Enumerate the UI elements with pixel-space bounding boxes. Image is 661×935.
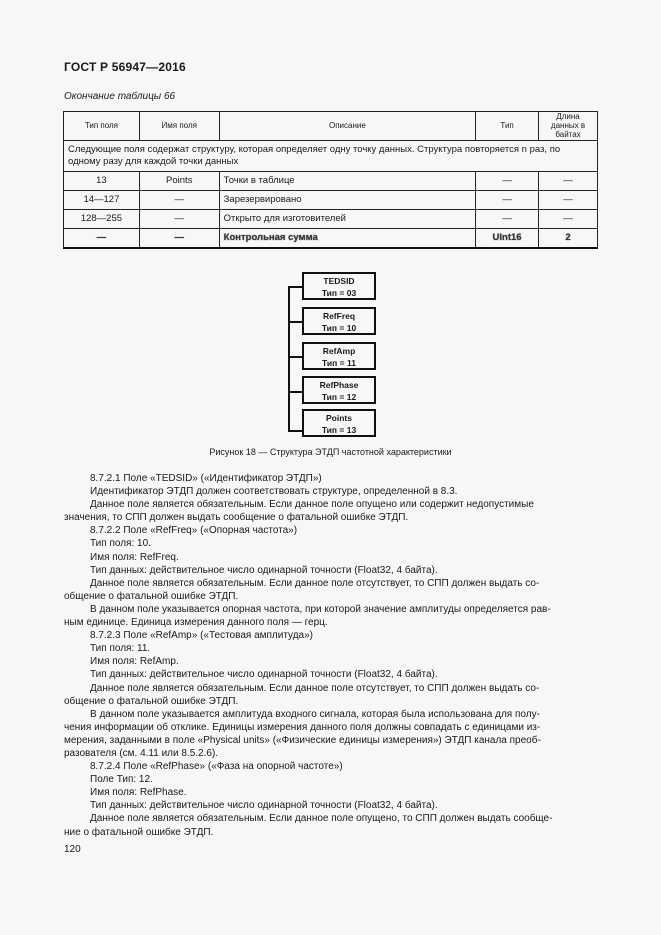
info-cell: Следующие поля содержат структуру, которая определяет одну точку данных. Структура повторяется n раз, по одному разу для каждой точки данных [64, 140, 598, 171]
box-type: Тип = 11 [322, 358, 356, 368]
paragraph: разователя (см. 4.11 или 8.5.2.6). [64, 747, 219, 759]
paragraph: мерения, заданными в поле «Physical units» («Физические единицы измерения») ЭТДП канала преоб- [64, 734, 541, 746]
section-heading: 8.7.2.2 Поле «RefFreq» («Опорная частота») [90, 525, 298, 537]
table-header-row [64, 112, 598, 141]
paragraph: чения информации об отклике. Единицы измерения данного поля должны совпадать с единицами из- [64, 721, 541, 733]
cell-desc: Точки в таблице [219, 171, 475, 190]
paragraph: Имя поля: RefFreq. [90, 551, 179, 563]
cell-len: — [539, 171, 598, 190]
table-row [64, 171, 598, 190]
paragraph: Тип данных: действительное число одинарной точности (Float32, 4 байта). [90, 564, 438, 576]
section-heading: 8.7.2.4 Поле «RefPhase» («Фаза на опорной частоте») [90, 761, 343, 773]
box-name: RefFreq [322, 311, 356, 321]
table-row [64, 190, 598, 209]
col-header-len: Длина данных в байтах [539, 112, 598, 141]
paragraph: ние о фатальной ошибке ЭТДП. [64, 826, 214, 838]
document-header: ГОСТ Р 56947—2016 [64, 60, 186, 74]
table-row [64, 228, 598, 248]
paragraph: Идентификатор ЭТДП должен соответствовать структуре, определенной в 8.3. [90, 486, 458, 498]
cell-type: 14—127 [64, 190, 140, 209]
paragraph: Имя поля: RefAmp. [90, 656, 179, 668]
table-row [64, 209, 598, 228]
box-type: Тип = 10 [321, 323, 357, 333]
cell-desc: Зарезервировано [219, 190, 475, 209]
paragraph: Тип данных: действительное число одинарной точности (Float32, 4 байта). [90, 669, 438, 681]
paragraph: Данное поле является обязательным. Если данное поле отсутствует, то СПП должен выдать со- [90, 577, 540, 589]
body-text [64, 472, 598, 839]
box-name: TEDSID [323, 276, 355, 286]
paragraph: Тип данных: действительное число одинарной точности (Float32, 4 байта). [90, 800, 438, 812]
section-heading: 8.7.2.3 Поле «RefAmp» («Тестовая амплитуда») [90, 630, 313, 642]
cell-name: — [139, 190, 219, 209]
diagram-box-refamp [302, 342, 376, 370]
diagram-box-refphase [302, 376, 376, 404]
cell-dtype: — [476, 190, 539, 209]
paragraph: Тип поля: 11. [90, 643, 151, 655]
paragraph: Тип поля: 10. [90, 538, 151, 550]
paragraph: общение о фатальной ошибке ЭТДП. [64, 695, 239, 707]
cell-len: 2 [539, 228, 598, 248]
paragraph: В данном поле указывается амплитуда входного сигнала, которая была использована для полу- [90, 708, 540, 720]
box-type: Тип = 13 [321, 425, 357, 435]
cell-name: — [139, 209, 219, 228]
diagram-box-points [302, 409, 376, 437]
section-heading: 8.7.2.1 Поле «TEDSID» («Идентификатор ЭТДП») [90, 473, 322, 484]
paragraph: общение о фатальной ошибке ЭТДП. [64, 590, 239, 602]
box-name: RefPhase [319, 380, 359, 390]
diagram-box-tedsid [302, 272, 376, 300]
paragraph: ным единице. Единица измерения данного поля — герц. [64, 617, 328, 629]
cell-dtype: — [476, 171, 539, 190]
col-header-type: Тип поля [64, 112, 140, 141]
col-header-desc: Описание [219, 112, 475, 141]
cell-len: — [539, 190, 598, 209]
page-number: 120 [64, 844, 81, 855]
col-header-name: Имя поля [139, 112, 219, 141]
cell-dtype: — [476, 209, 539, 228]
paragraph: значения, то СПП должен выдать сообщение о фатальной ошибке ЭТДП. [64, 512, 409, 524]
cell-type: 13 [64, 171, 140, 190]
col-header-dtype: Тип [476, 112, 539, 141]
cell-type: 128—255 [64, 209, 140, 228]
paragraph: Данное поле является обязательным. Если данное поле опущено, то СПП должен выдать сообще- [90, 813, 553, 825]
cell-desc: Открыто для изготовителей [219, 209, 475, 228]
cell-desc: Контрольная сумма [219, 228, 475, 248]
box-type: Тип = 03 [321, 288, 357, 298]
table-caption: Окончание таблицы 66 [64, 91, 176, 102]
paragraph: Данное поле является обязательным. Если данное поле отсутствует, то СПП должен выдать со- [90, 682, 540, 694]
cell-dtype: UInt16 [476, 228, 539, 248]
diagram-box-reffreq [302, 307, 376, 335]
paragraph: Данное поле является обязательным. Если данное поле опущено или содержит недопустимые [90, 499, 534, 511]
paragraph: Поле Тип: 12. [90, 774, 153, 786]
box-type: Тип = 12 [321, 392, 357, 402]
box-name: Points [326, 413, 352, 423]
paragraph: Имя поля: RefPhase. [90, 787, 187, 799]
table-info-row [64, 140, 598, 171]
paragraph: В данном поле указывается опорная частота, при которой значение амплитуды определяется рав- [90, 603, 551, 615]
cell-len: — [539, 209, 598, 228]
box-name: RefAmp [322, 346, 356, 356]
cell-name: — [139, 228, 219, 248]
data-table [63, 111, 598, 249]
cell-name: Points [139, 171, 219, 190]
figure-caption: Рисунок 18 — Структура ЭТДП частотной характеристики [209, 447, 452, 457]
cell-type: — [64, 228, 140, 248]
